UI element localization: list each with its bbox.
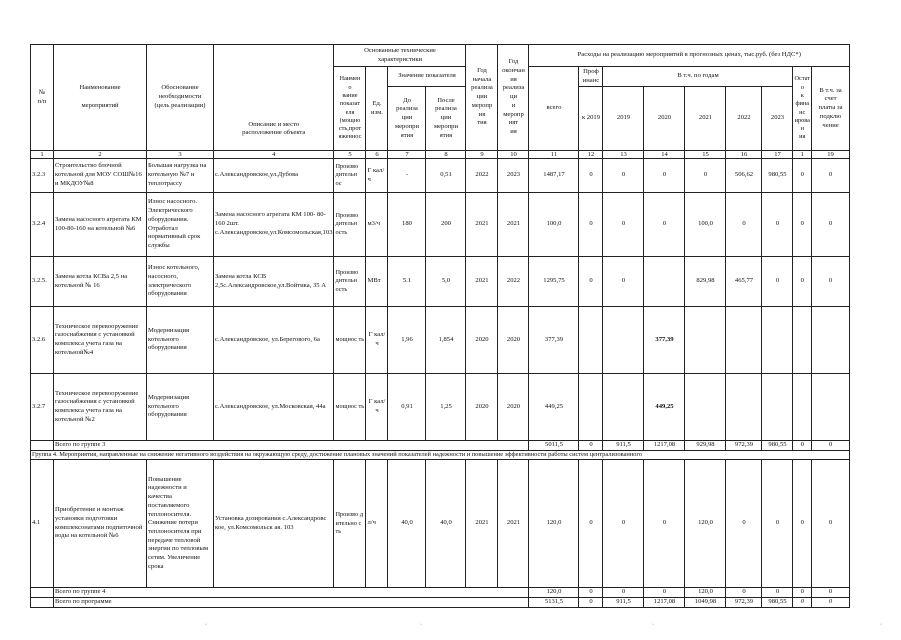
col-number: 15	[685, 151, 726, 159]
table-row	[31, 257, 850, 307]
row-description: с.Александровское, ул.Берегового, 6а	[214, 307, 334, 374]
group3-2019: 911,5	[603, 441, 644, 451]
row-unit: Г кал/ч	[366, 374, 388, 441]
row-description: Замена котла КСВ 2,5с.Александровское,ул.Войтика, 35 А	[214, 257, 334, 307]
investment-program-table	[30, 44, 850, 608]
row-year-end: 2022	[498, 257, 529, 307]
col-number: 4	[214, 151, 334, 159]
group3-incl: 0	[812, 441, 850, 451]
header-description: Описание и место расположение объекта	[214, 45, 334, 151]
header-k2019: к 2019	[579, 87, 603, 151]
header-year-2019: 2019	[603, 87, 644, 151]
row-indicator: мощнос ть	[334, 307, 366, 374]
group4-2019: 0	[603, 588, 644, 598]
row-total: 1295,75	[529, 257, 579, 307]
row-incl: 0	[812, 193, 850, 257]
row-2019: 0	[603, 460, 644, 588]
program-incl: 0	[812, 597, 850, 607]
row-remain	[793, 307, 812, 374]
group4-2023: 0	[762, 588, 793, 598]
group3-2023: 980,55	[762, 441, 793, 451]
row-description: Замена насосного агрегата КМ 100- 80-160 2шт. с.Александровское,ул.Комсомольская,103	[214, 193, 334, 257]
row-before: 0,91	[388, 374, 426, 441]
row-2023	[762, 374, 793, 441]
col-number: 5	[334, 151, 366, 159]
row-2021	[685, 374, 726, 441]
scan-mark: ·	[880, 622, 882, 628]
header-year-2021: 2021	[685, 87, 726, 151]
row-2022: 506,62	[726, 159, 762, 193]
scan-mark: ·	[420, 622, 422, 628]
row-2019	[603, 374, 644, 441]
row-number: 3.2.7	[31, 374, 54, 441]
group4-remain: 0	[793, 588, 812, 598]
header-year-2023: 2023	[762, 87, 793, 151]
row-2021	[685, 307, 726, 374]
header-prof: Проф инанс	[579, 67, 603, 87]
row-2022: 0	[726, 193, 762, 257]
row-basis: Износ котельного, насосного, электрического оборудования	[147, 257, 214, 307]
row-basis: Износ насосного. Электрического оборудования. Отработал нормативный срок службы	[147, 193, 214, 257]
row-2019: 0	[603, 159, 644, 193]
blank-cell	[31, 441, 54, 451]
group4-total-label: Всего по группе 4	[54, 588, 529, 598]
blank-cell	[31, 588, 54, 598]
row-before: 1,96	[388, 307, 426, 374]
row-remain: 0	[793, 159, 812, 193]
row-total: 120,0	[529, 460, 579, 588]
col-number: 9	[466, 151, 498, 159]
row-unit: л/ч	[366, 460, 388, 588]
row-year-end: 2021	[498, 460, 529, 588]
row-year-start: 2021	[466, 257, 498, 307]
row-description: Установка дозирования с.Александровс кое, ул.Комсомольск ая. 103	[214, 460, 334, 588]
program-total-label: Всего по программе	[54, 597, 529, 607]
program-k2019: 0	[579, 597, 603, 607]
row-indicator: мощнос ть	[334, 374, 366, 441]
row-year-end: 2020	[498, 374, 529, 441]
row-incl: 0	[812, 257, 850, 307]
row-2020: 0	[644, 460, 685, 588]
header-incl: В т.ч. за счет платы за подклю чение	[812, 67, 850, 151]
row-2020: 377,39	[644, 307, 685, 374]
row-remain: 0	[793, 460, 812, 588]
col-number: 19	[812, 151, 850, 159]
group3-2020: 1217,08	[644, 441, 685, 451]
row-name: Техническое перевооружение газоснабжения с установкой комплекса учета газа на котельной №2	[54, 374, 147, 441]
group3-2021: 929,98	[685, 441, 726, 451]
col-number: 12	[579, 151, 603, 159]
row-after: 5,0	[426, 257, 466, 307]
header-value: Значение показателя	[388, 67, 466, 87]
table-row	[31, 374, 850, 441]
group4-title: Группа 4. Мероприятия, направленные на снижение негативного воздействия на окружающую среду, достижение плановых значений показателей надежности и повышение эффективности работы систем централизованного	[31, 450, 850, 459]
col-number: 8	[426, 151, 466, 159]
row-2023: 0	[762, 460, 793, 588]
row-2019: 0	[603, 257, 644, 307]
header-by-years: В т.ч. по годам	[603, 67, 793, 87]
group4-2021: 120,0	[685, 588, 726, 598]
row-total: 100,0	[529, 193, 579, 257]
row-description: с.Александровское,ул.Дубова	[214, 159, 334, 193]
row-indicator: Произво дительн ость	[334, 257, 366, 307]
table-row	[31, 193, 850, 257]
row-k2019	[579, 374, 603, 441]
col-number: 11	[529, 151, 579, 159]
row-k2019: 0	[579, 193, 603, 257]
header-remain: Остат о к фина нс ирова н ия	[793, 67, 812, 151]
row-total: 449,25	[529, 374, 579, 441]
group3-k2019: 0	[579, 441, 603, 451]
table-row	[31, 159, 850, 193]
row-total: 1487,17	[529, 159, 579, 193]
row-number: 3.2.6	[31, 307, 54, 374]
col-number: 1	[793, 151, 812, 159]
group3-remain: 0	[793, 441, 812, 451]
row-k2019	[579, 307, 603, 374]
row-before: 40,0	[388, 460, 426, 588]
program-2020: 1217,08	[644, 597, 685, 607]
row-2020: 0	[644, 159, 685, 193]
row-2023: 980,55	[762, 159, 793, 193]
col-number: 2	[54, 151, 147, 159]
row-2023: 0	[762, 193, 793, 257]
row-2022: 465,77	[726, 257, 762, 307]
header-num: № п/п	[31, 45, 54, 151]
group4-title-row	[31, 450, 850, 459]
row-2023	[762, 307, 793, 374]
program-2019: 911,5	[603, 597, 644, 607]
header-tech: Основанные технические характеристики	[334, 45, 466, 67]
row-name: Замена котла КСВа 2,5 на котельной № 16	[54, 257, 147, 307]
row-incl: 0	[812, 159, 850, 193]
row-k2019: 0	[579, 257, 603, 307]
row-year-start: 2021	[466, 193, 498, 257]
column-numbers-row	[31, 151, 850, 159]
row-2019: 0	[603, 193, 644, 257]
header-costs: Расходы на реализацию мероприятий в прогнозных ценах, тыс.руб. (без НДС*)	[529, 45, 850, 67]
group4-2022: 0	[726, 588, 762, 598]
header-before: До реализа ции меропри ятия	[388, 87, 426, 151]
row-remain: 0	[793, 193, 812, 257]
row-2020: 0	[644, 193, 685, 257]
row-before: 180	[388, 193, 426, 257]
blank-cell	[31, 597, 54, 607]
col-number: 14	[644, 151, 685, 159]
row-2022: 0	[726, 460, 762, 588]
group3-total-label: Всего по группе 3	[54, 441, 529, 451]
header-year-2020: 2020	[644, 87, 685, 151]
header-tech-name: Наимен о вание показат еля (мощно сть,прот яженнос	[334, 67, 366, 151]
program-2022: 972,39	[726, 597, 762, 607]
page-bottom-marks	[0, 622, 901, 632]
col-number: 7	[388, 151, 426, 159]
header-basis: Обоснование необходимости (цель реализации)	[147, 45, 214, 151]
row-2023: 0	[762, 257, 793, 307]
row-incl: 0	[812, 460, 850, 588]
col-number: 17	[762, 151, 793, 159]
group3-total: 5011,5	[529, 441, 579, 451]
row-year-end: 2020	[498, 307, 529, 374]
row-after: 40,0	[426, 460, 466, 588]
row-year-end: 2021	[498, 193, 529, 257]
program-2023: 980,55	[762, 597, 793, 607]
row-2021: 0	[685, 159, 726, 193]
header-total: всего	[529, 67, 579, 151]
row-unit: МВт	[366, 257, 388, 307]
row-basis: Большая нагрузка на котельную №7 и теплотрассу	[147, 159, 214, 193]
row-2020: 449,25	[644, 374, 685, 441]
group4-k2019: 0	[579, 588, 603, 598]
row-k2019: 0	[579, 460, 603, 588]
group4-total: 120,0	[529, 588, 579, 598]
row-number: 3.2.3	[31, 159, 54, 193]
group4-2020: 0	[644, 588, 685, 598]
row-description: с.Александровское, ул.Московская, 44а	[214, 374, 334, 441]
row-number: 3.2.4	[31, 193, 54, 257]
row-number: 3.2.5.	[31, 257, 54, 307]
program-total: 5131,5	[529, 597, 579, 607]
row-unit: м3/ч	[366, 193, 388, 257]
row-basis: Модернизация котельного оборудования	[147, 307, 214, 374]
row-incl	[812, 307, 850, 374]
row-basis: Повышение надежности и качества поставляемого теплоносителя. Снижение потери теплоносителя при передаче тепловой энергии по тепловым сетям. Увеличение срока	[147, 460, 214, 588]
row-name: Техническое перевооружение газоснабжения с установкой комплекса учета газа на котельной№4	[54, 307, 147, 374]
group4-total-row	[31, 588, 850, 598]
header-name: Наименование мероприятий	[54, 45, 147, 151]
header-unit: Ед. изм.	[366, 67, 388, 151]
table-row	[31, 307, 850, 374]
row-unit: Г кал/ч	[366, 159, 388, 193]
row-after: 1,854	[426, 307, 466, 374]
row-name: Строительство блочной котельной для МОУ СОШ№16 и МКДОУ№8	[54, 159, 147, 193]
row-year-end: 2023	[498, 159, 529, 193]
program-total-row	[31, 597, 850, 607]
row-indicator: Произво дительн ость	[334, 193, 366, 257]
row-year-start: 2021	[466, 460, 498, 588]
col-number: 6	[366, 151, 388, 159]
table-row	[31, 460, 850, 588]
row-2021: 829,98	[685, 257, 726, 307]
row-name: Замена насосного агрегата КМ 100-80-160 на котельной №6	[54, 193, 147, 257]
row-basis: Модернизация котельного оборудования	[147, 374, 214, 441]
row-year-start: 2020	[466, 307, 498, 374]
program-remain: 0	[793, 597, 812, 607]
row-year-start: 2020	[466, 374, 498, 441]
row-2022	[726, 307, 762, 374]
header-after: После реализа ции меропри ятия	[426, 87, 466, 151]
row-before: -	[388, 159, 426, 193]
row-before: 5.1	[388, 257, 426, 307]
row-unit: Г кал/ч	[366, 307, 388, 374]
header-year-start: Год начала реализа ции меропр ия тия	[466, 45, 498, 151]
row-remain: 0	[793, 257, 812, 307]
row-indicator: Произво д ительно с ть	[334, 460, 366, 588]
group4-incl: 0	[812, 588, 850, 598]
row-incl	[812, 374, 850, 441]
row-2022	[726, 374, 762, 441]
row-after: 0,51	[426, 159, 466, 193]
group3-total-row	[31, 441, 850, 451]
document-sheet	[30, 44, 850, 608]
row-number: 4.1	[31, 460, 54, 588]
col-number: 3	[147, 151, 214, 159]
scan-mark: ·	[652, 622, 654, 628]
row-name: Приобретение и монтаж установки подготовки комплексонатами подпиточной воды на котельной №6	[54, 460, 147, 588]
program-2021: 1049,98	[685, 597, 726, 607]
scan-mark: ·	[205, 622, 207, 628]
col-number: 10	[498, 151, 529, 159]
row-2019	[603, 307, 644, 374]
row-after: 200	[426, 193, 466, 257]
col-number: 13	[603, 151, 644, 159]
row-indicator: Произво дительн ос	[334, 159, 366, 193]
row-2020	[644, 257, 685, 307]
col-number: 1	[31, 151, 54, 159]
row-2021: 120,0	[685, 460, 726, 588]
header-year-end: Год окончан ия реализа ци и меропр ият ия	[498, 45, 529, 151]
row-after: 1,25	[426, 374, 466, 441]
col-number: 16	[726, 151, 762, 159]
header-year-2022: 2022	[726, 87, 762, 151]
row-k2019: 0	[579, 159, 603, 193]
row-total: 377,39	[529, 307, 579, 374]
row-2021: 100,0	[685, 193, 726, 257]
row-year-start: 2022	[466, 159, 498, 193]
row-remain	[793, 374, 812, 441]
group3-2022: 972,39	[726, 441, 762, 451]
